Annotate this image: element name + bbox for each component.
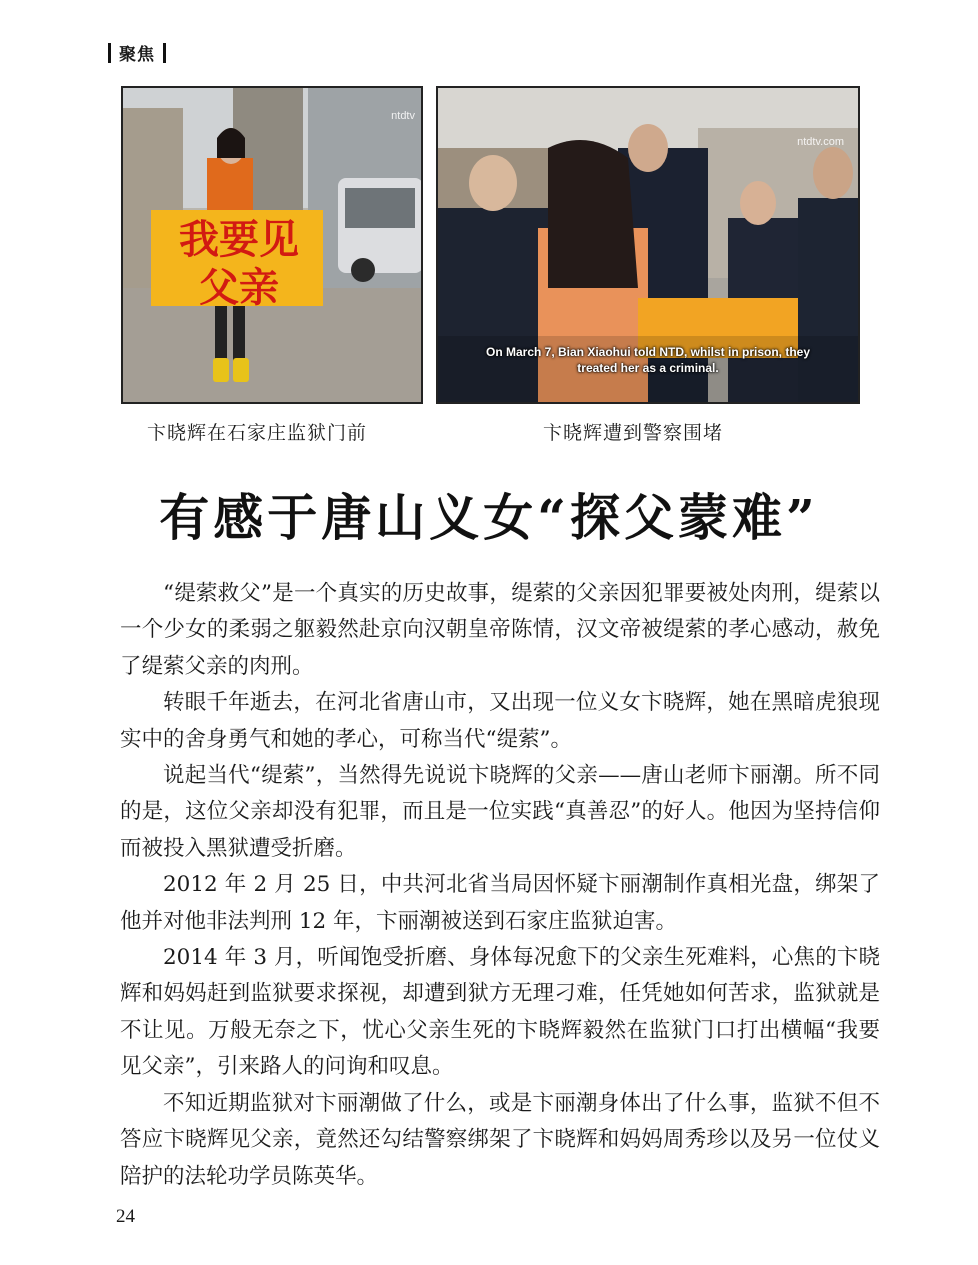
watermark: ntdtv — [391, 110, 415, 122]
section-label: 聚焦 — [119, 45, 155, 65]
paragraph: 转眼千年逝去，在河北省唐山市，又出现一位义女卞晓辉，她在黑暗虎狼现实中的舍身勇气和她的孝心，可称当代“缇萦”。 — [120, 690, 880, 752]
subtitle-line-1: On March 7, Bian Xiaohui told NTD, whilst in prison, they — [485, 345, 811, 359]
photo-daughter-at-prison-gate — [121, 86, 423, 404]
watermark: ntdtv.com — [797, 136, 844, 148]
photo-police-surround — [436, 86, 860, 404]
page-number: 24 — [116, 1206, 135, 1227]
paragraph: 2014 年 3 月，听闻饱受折磨、身体每况愈下的父亲生死难料，心焦的卞晓辉和妈妈赶到监狱要求探视，却遭到狱方无理刁难，任凭她如何苦求，监狱就是不让见。万般无奈之下，忧心父亲生死的卞晓辉毅然在监狱门口打出横幅“我要见父亲”，引来路人的问询和叹息。 — [120, 945, 880, 1080]
video-subtitle — [478, 344, 818, 376]
banner-text — [153, 216, 325, 312]
paragraph: “缇萦救父”是一个真实的历史故事，缇萦的父亲因犯罪要被处肉刑，缇萦以一个少女的柔弱之躯毅然赴京向汉朝皇帝陈情，汉文帝被缇萦的孝心感动，赦免了缇萦父亲的肉刑。 — [120, 581, 880, 679]
divider — [163, 43, 166, 63]
divider — [108, 43, 111, 63]
banner-line-2: 父亲 — [199, 265, 279, 311]
subtitle-line-2: treated her as a criminal. — [577, 361, 719, 375]
article-body — [120, 576, 880, 1195]
section-tag — [108, 40, 166, 65]
banner-line-1: 我要见 — [179, 217, 299, 263]
article-title: 有感于唐山义女“探父蒙难” — [159, 488, 819, 547]
paragraph: 不知近期监狱对卞丽潮做了什么，或是卞丽潮身体出了什么事，监狱不但不答应卞晓辉见父亲，竟然还勾结警察绑架了卞晓辉和妈妈周秀珍以及另一位仗义陪护的法轮功学员陈英华。 — [120, 1090, 880, 1189]
photo-caption-left: 卞晓辉在石家庄监狱门前 — [147, 422, 368, 444]
paragraph: 说起当代“缇萦”，当然得先说说卞晓辉的父亲——唐山老师卞丽潮。所不同的是，这位父亲却没有犯罪，而且是一位实践“真善忍”的好人。他因为坚持信仰而被投入黑狱遭受折磨。 — [120, 763, 880, 861]
photo-caption-right: 卞晓辉遭到警察围堵 — [543, 422, 724, 444]
paragraph: 2012 年 2 月 25 日，中共河北省当局因怀疑卞丽潮制作真相光盘，绑架了他并对他非法判刑 12 年，卞丽潮被送到石家庄监狱迫害。 — [120, 872, 880, 934]
